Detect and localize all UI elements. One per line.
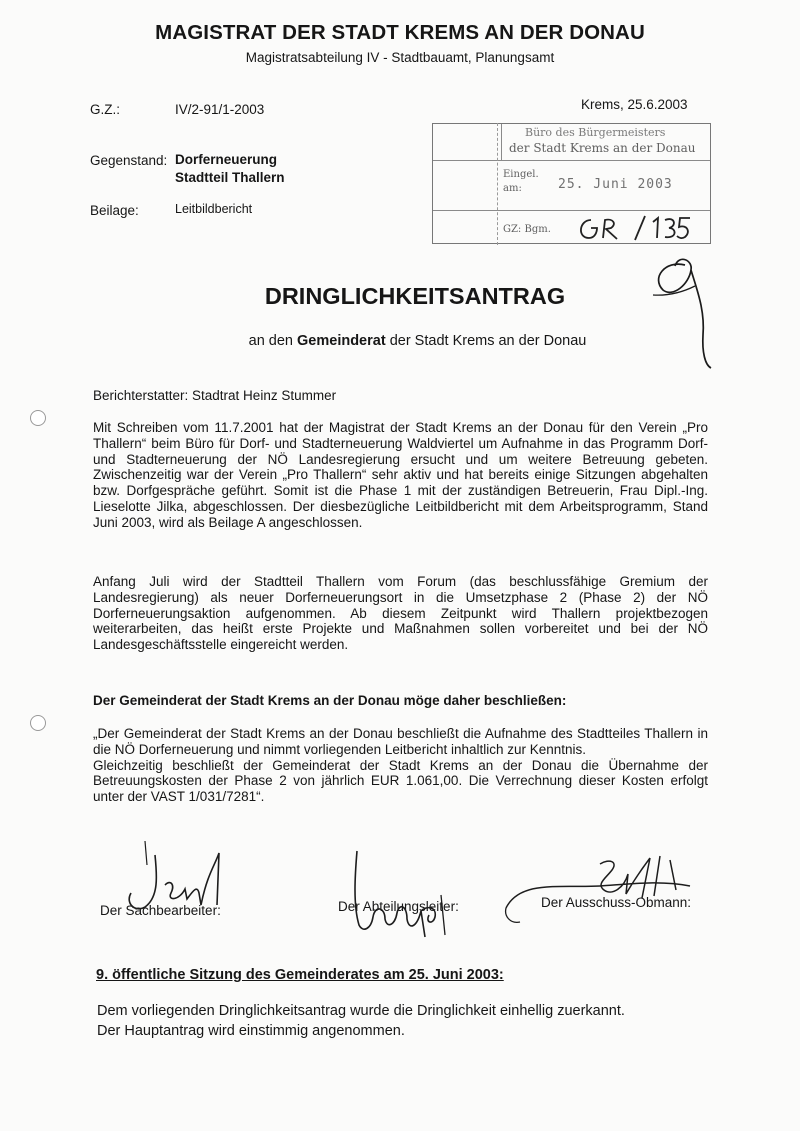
signature-committee <box>500 850 700 930</box>
punch-hole-bottom <box>30 715 46 731</box>
attachment-label: Beilage: <box>90 203 139 218</box>
place-date: Krems, 25.6.2003 <box>581 97 688 112</box>
stamp-line2: der Stadt Krems an der Donau <box>509 141 696 155</box>
signature-clerk <box>115 835 245 920</box>
stamp-received-date: 25. Juni 2003 <box>558 177 673 192</box>
punch-hole-top <box>30 410 46 426</box>
stamp-margin-line <box>497 123 498 245</box>
stamp-gz-label: GZ: Bgm. <box>503 224 551 235</box>
session-line1: Dem vorliegenden Dringlichkeitsantrag wurde die Dringlichkeit einhellig zuerkannt. <box>97 1003 625 1019</box>
paragraph-1: Mit Schreiben vom 11.7.2001 hat der Magistrat der Stadt Krems an der Donau für den Verein „Pro Thallern“ beim Büro für Dorf- und Stadterneuerung Waldviertel um Aufnahme in das Programm Dorf- und Stadterneuerung der NÖ Landesregierung ersucht und um weitere Betreuung gebeten. Zwischenzeitig war der Verein „Pro Thallern“ sehr aktiv und hat bereits einige Sitzungen abgehalten bzw. Dorfgespräche geführt. Somit ist die Phase 1 mit der zuständigen Betreuerin, Frau Dipl.-Ing. Lieselotte Jilka, abgeschlossen. Der diesbezügliche Leitbildbericht mit dem Arbeitsprogramm, Stand Juni 2003, wird als Beilage A angeschlossen. <box>93 420 708 530</box>
stamp-line1: Büro des Bürgermeisters <box>525 126 666 139</box>
signature-head <box>345 845 465 940</box>
stamp-received-label: Eingel. am: <box>503 169 539 194</box>
document-subtitle: an den Gemeinderat der Stadt Krems an der Donau <box>248 333 587 349</box>
gz-label: G.Z.: <box>90 102 120 117</box>
subject-label: Gegenstand: <box>90 153 168 168</box>
issuer-title: MAGISTRAT DER STADT KREMS AN DER DONAU <box>155 21 645 44</box>
signature-label-clerk: Der Sachbearbeiter: <box>100 903 221 918</box>
session-heading: 9. öffentliche Sitzung des Gemeinderates am 25. Juni 2003: <box>96 967 504 983</box>
signature-label-head: Der Abteilungsleiter: <box>338 899 459 914</box>
receipt-stamp <box>432 123 711 244</box>
session-line2: Der Hauptantrag wird einstimmig angenommen. <box>97 1023 405 1039</box>
attachment-value: Leitbildbericht <box>175 202 253 216</box>
paragraph-2: Anfang Juli wird der Stadtteil Thallern vom Forum (das beschlussfähige Gremium der Landesregierung) als neuer Dorferneuerungsort in die Umsetzphase 2 (Phase 2) der NÖ Dorferneuerungsaktion aufgenommen. Ab diesem Zeitpunkt wird Thallern projektbezogen weiterarbeiten, das heißt erste Projekte und Maßnahmen sollen vorbereitet und bei der NÖ Landesgeschäftsstelle eingereicht werden. <box>93 574 708 653</box>
issuer-subtitle: Magistratsabteilung IV - Stadtbauamt, Planungsamt <box>245 50 555 65</box>
resolution-heading: Der Gemeinderat der Stadt Krems an der Donau möge daher beschließen: <box>93 693 567 708</box>
reporter-line: Berichterstatter: Stadtrat Heinz Stummer <box>93 388 337 403</box>
subject-line1: Dorferneuerung <box>175 152 278 167</box>
subject-line2: Stadtteil Thallern <box>175 170 285 185</box>
resolution-text: „Der Gemeinderat der Stadt Krems an der Donau beschließt die Aufnahme des Stadtteiles Thallern in die NÖ Dorferneuerung und nimmt vorliegenden Leitbericht inhaltlich zur Kenntnis. Gleichzeitig beschließt der Gemeinderat der Stadt Krems an der Donau die Übernahme der Betreuungskosten der Phase 2 von jährlich EUR 1.061,00. Die Verrechnung dieser Kosten erfolgt unter der VAST 1/031/7281“. <box>93 726 708 805</box>
gz-value: IV/2-91/1-2003 <box>175 102 265 117</box>
signature-label-committee: Der Ausschuss-Obmann: <box>541 895 692 910</box>
document-title: DRINGLICHKEITSANTRAG <box>264 283 566 309</box>
